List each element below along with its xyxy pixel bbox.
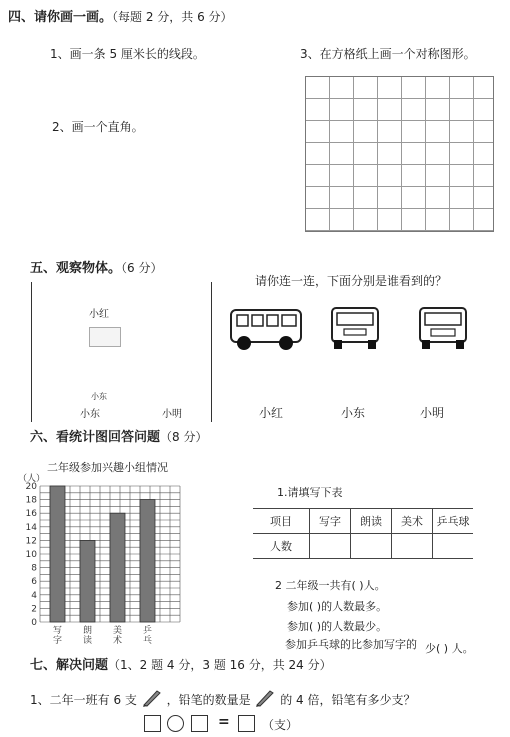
y-tick-label: 0	[31, 618, 37, 628]
x-tick-label: 读	[82, 636, 93, 646]
q4-2-text: 2、画一个直角。	[52, 120, 144, 134]
scene-label-xiaodong-top: 小东	[91, 392, 107, 401]
bar-chart	[18, 472, 188, 657]
scene-label-xiaoming: 小明	[162, 409, 182, 420]
y-tick-label: 20	[25, 482, 37, 492]
table-header-cell: 朗读	[351, 509, 392, 534]
scene-frame-left	[31, 282, 32, 422]
q7-1-part3: 的 4 倍，铅笔有多少支？	[280, 693, 416, 707]
answer-name-xiaodong: 小东	[341, 406, 366, 420]
q7-1-part2: ，铅笔的数量是	[166, 693, 251, 707]
q7-1-part1: 1、二年一班有 6 支	[30, 693, 137, 707]
table-header-cell: 乒乓球	[433, 509, 474, 534]
table-row	[253, 509, 473, 534]
table-header-cell: 美术	[392, 509, 433, 534]
equals-sign: =	[218, 714, 230, 730]
y-tick-label: 12	[25, 536, 37, 547]
section5-instruction: 请你连一连，下面分别是谁看到的？	[255, 274, 448, 288]
q4-3-text: 3、在方格纸上画一个对称图形。	[300, 47, 476, 61]
answer-box[interactable]	[144, 715, 161, 732]
bar-写字	[50, 486, 65, 622]
y-tick-label: 2	[31, 604, 37, 615]
answer-cell[interactable]	[310, 534, 351, 559]
answer-box[interactable]	[191, 715, 208, 732]
x-tick-label: 写	[52, 626, 63, 636]
section5-heading: 五、观察物体。（6 分）	[30, 261, 163, 276]
x-tick-label: 字	[52, 636, 63, 646]
section6-score: （8 分）	[160, 430, 208, 444]
answer-name-xiaoming: 小明	[420, 406, 445, 420]
unit-label: （支）	[262, 718, 299, 732]
answer-cell[interactable]	[433, 534, 474, 559]
bus-rear-view-icon	[414, 304, 472, 352]
section4-heading: 四、请你画一画。（每题 2 分，共 6 分）	[8, 10, 233, 25]
fill-table-title: 1.请填写下表	[277, 486, 343, 499]
y-tick-label: 8	[31, 563, 37, 574]
section7-score: （1、2 题 4 分，3 题 16 分，共 24 分）	[108, 658, 332, 672]
bus-side-view-icon	[228, 306, 308, 352]
x-tick-label: 乒	[142, 626, 153, 636]
y-tick-label: 6	[31, 577, 37, 588]
y-tick-label: 18	[25, 495, 37, 506]
scene-label-xiaodong: 小东	[80, 409, 100, 420]
q6-2-line4: 参加乒乓球的比参加写字的	[285, 638, 417, 651]
table-row	[253, 534, 473, 559]
answer-name-xiaohong: 小红	[259, 406, 284, 420]
scene-frame-right	[211, 282, 212, 422]
scene-label-xiaohong: 小红	[89, 309, 109, 320]
q6-2-line5: 少( ) 人。	[425, 642, 474, 655]
section5-score: （6 分）	[121, 261, 163, 275]
scene-object	[89, 327, 121, 347]
y-tick-label: 16	[25, 509, 37, 520]
pencil-icon	[254, 690, 276, 708]
pencil-icon	[141, 690, 163, 708]
section7-heading: 七、解决问题（1、2 题 4 分，3 题 16 分，共 24 分）	[30, 658, 332, 673]
bar-乒乓	[140, 500, 155, 622]
q6-2-line3: 参加( )的人数最少。	[287, 620, 388, 633]
answer-box[interactable]	[238, 715, 255, 732]
x-tick-label: 乓	[142, 636, 153, 646]
section4-score: （每题 2 分，共 6 分）	[112, 10, 233, 24]
bar-朗读	[80, 540, 95, 622]
grid-paper[interactable]	[305, 76, 494, 232]
x-tick-label: 术	[112, 636, 123, 646]
chart-y-axis-label: （人）	[18, 474, 46, 484]
chart-title: 二年级参加兴趣小组情况	[47, 461, 168, 474]
table-header-cell: 写字	[310, 509, 351, 534]
bar-美术	[110, 513, 125, 622]
y-tick-label: 14	[25, 522, 37, 533]
fill-table	[253, 508, 473, 559]
y-tick-label: 4	[31, 590, 37, 601]
table-row-label: 人数	[253, 534, 310, 559]
q6-2-line2: 参加( )的人数最多。	[287, 600, 388, 613]
x-tick-label: 美	[112, 626, 123, 636]
q6-2-line1: 2 二年级一共有( )人。	[275, 579, 386, 592]
answer-cell[interactable]	[351, 534, 392, 559]
operator-circle[interactable]	[167, 715, 184, 732]
table-header-cell: 项目	[253, 509, 310, 534]
section6-heading: 六、看统计图回答问题（8 分）	[30, 430, 208, 445]
bus-front-view-icon	[326, 304, 384, 352]
answer-cell[interactable]	[392, 534, 433, 559]
q4-1-text: 1、画一条 5 厘米长的线段。	[50, 47, 205, 61]
q7-1-text	[30, 690, 416, 708]
y-tick-label: 10	[25, 550, 37, 560]
x-tick-label: 朗	[82, 626, 93, 636]
